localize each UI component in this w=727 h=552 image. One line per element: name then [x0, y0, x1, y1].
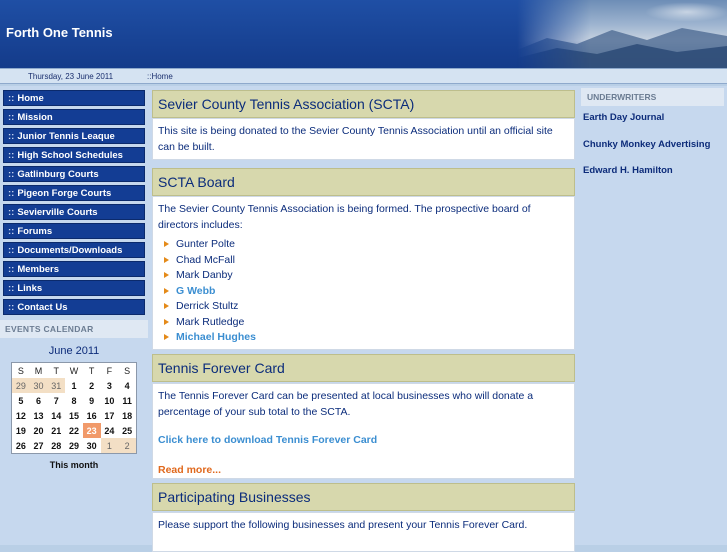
- menu-item-prefix: ::: [8, 264, 15, 275]
- calendar-day[interactable]: 12: [15, 410, 26, 421]
- header-mountain-image: [517, 0, 727, 68]
- calendar-day-other-month[interactable]: 1: [101, 438, 119, 454]
- menu-item-label: Gatlinburg Courts: [17, 169, 99, 180]
- calendar-day[interactable]: 29: [68, 440, 79, 451]
- underwriter-link[interactable]: Edward H. Hamilton: [583, 165, 673, 176]
- calendar-day[interactable]: 17: [104, 410, 115, 421]
- current-date: Thursday, 23 June 2011: [28, 72, 114, 81]
- menu-item-label: Sevierville Courts: [17, 207, 98, 218]
- calendar-day[interactable]: 5: [18, 395, 24, 406]
- underwriters-label: UNDERWRITERS: [581, 88, 724, 106]
- calendar-day[interactable]: 3: [106, 380, 112, 391]
- calendar-day[interactable]: 30: [86, 440, 97, 451]
- scta-text: This site is being donated to the Sevier County Tennis Association until an official site can be built.: [158, 125, 553, 153]
- underwriter-link[interactable]: Earth Day Journal: [583, 112, 665, 123]
- right-sidebar: [578, 86, 727, 545]
- calendar-week: [12, 408, 137, 423]
- calendar-day[interactable]: 15: [68, 410, 79, 421]
- menu-item-contact-us[interactable]: [3, 299, 145, 315]
- menu-item-prefix: ::: [8, 131, 15, 142]
- calendar-day-other-month[interactable]: 29: [12, 378, 30, 393]
- calendar-day[interactable]: 20: [33, 425, 44, 436]
- menu-item-label: Members: [17, 264, 60, 275]
- calendar-weekday: S: [124, 365, 131, 376]
- calendar-day[interactable]: 18: [122, 410, 133, 421]
- board-member: Mark Danby: [158, 268, 570, 284]
- calendar-day[interactable]: 22: [68, 425, 79, 436]
- calendar-day[interactable]: 24: [104, 425, 115, 436]
- calendar-month-title: June 2011: [48, 345, 100, 357]
- site-header: [0, 0, 727, 68]
- calendar-weekday: W: [69, 365, 79, 376]
- menu-item-prefix: ::: [8, 93, 15, 104]
- menu-item-documents-downloads[interactable]: [3, 242, 145, 258]
- calendar-this-month-link[interactable]: This month: [49, 460, 99, 470]
- menu-item-prefix: ::: [8, 150, 15, 161]
- board-text: The Sevier County Tennis Association is being formed. The prospective board of directors includes:: [158, 203, 531, 231]
- main-content: [148, 86, 578, 545]
- card-heading: Tennis Forever Card: [152, 354, 575, 382]
- scta-body: [152, 118, 575, 160]
- calendar-day-other-month[interactable]: 31: [47, 378, 65, 393]
- menu-item-label: Links: [17, 283, 43, 294]
- menu-item-label: Documents/Downloads: [17, 245, 123, 256]
- menu-item-prefix: ::: [8, 207, 15, 218]
- underwriter-link[interactable]: Chunky Monkey Advertising: [583, 139, 711, 150]
- calendar-day-other-month[interactable]: 30: [30, 378, 48, 393]
- events-calendar: [11, 345, 137, 470]
- calendar-day[interactable]: 6: [36, 395, 42, 406]
- menu-item-junior-tennis[interactable]: [3, 128, 145, 144]
- menu-item-members[interactable]: [3, 261, 145, 277]
- menu-item-prefix: ::: [8, 112, 15, 123]
- main-menu: [3, 90, 145, 318]
- site-title: Forth One Tennis: [6, 25, 113, 40]
- business-body: [152, 512, 575, 552]
- menu-item-forums[interactable]: [3, 223, 145, 239]
- card-text: The Tennis Forever Card can be presented at local businesses who will donate a percentage of your sub total to the SCTA.: [158, 390, 534, 418]
- calendar-weekday: T: [88, 365, 95, 376]
- read-more-link[interactable]: Read more...: [158, 464, 222, 476]
- menu-item-label: Pigeon Forge Courts: [17, 188, 112, 199]
- menu-item-high-school-schedules[interactable]: [3, 147, 145, 163]
- calendar-day[interactable]: 14: [51, 410, 62, 421]
- calendar-day[interactable]: 7: [53, 395, 59, 406]
- calendar-weekday: T: [53, 365, 59, 376]
- board-body: [152, 196, 575, 350]
- calendar-day[interactable]: 2: [89, 380, 95, 391]
- board-member: Mark Rutledge: [158, 315, 570, 331]
- menu-item-prefix: ::: [8, 245, 15, 256]
- menu-item-gatlinburg-courts[interactable]: [3, 166, 145, 182]
- calendar-day-today[interactable]: 23: [83, 423, 101, 438]
- left-sidebar: [0, 86, 148, 545]
- menu-item-prefix: ::: [8, 283, 15, 294]
- menu-item-sevierville-courts[interactable]: [3, 204, 145, 220]
- menu-item-prefix: ::: [8, 302, 15, 313]
- calendar-day[interactable]: 19: [15, 425, 26, 436]
- board-members-list: [158, 237, 570, 346]
- menu-item-label: Mission: [17, 112, 53, 123]
- board-member-link[interactable]: Michael Hughes: [158, 330, 570, 346]
- menu-item-pigeon-forge-courts[interactable]: [3, 185, 145, 201]
- board-member-link[interactable]: G Webb: [158, 284, 570, 300]
- calendar-day[interactable]: 1: [71, 380, 77, 391]
- calendar-day[interactable]: 11: [122, 395, 132, 406]
- board-heading: SCTA Board: [152, 168, 575, 196]
- calendar-grid: [11, 362, 137, 454]
- events-calendar-label: EVENTS CALENDAR: [0, 320, 148, 338]
- calendar-day[interactable]: 10: [104, 395, 115, 406]
- calendar-day[interactable]: 28: [51, 440, 62, 451]
- menu-item-home[interactable]: [3, 90, 145, 106]
- download-card-link[interactable]: Click here to download Tennis Forever Card: [158, 434, 378, 446]
- calendar-week: [12, 378, 137, 393]
- scta-heading: Sevier County Tennis Association (SCTA): [152, 90, 575, 118]
- calendar-day[interactable]: 21: [51, 425, 62, 436]
- menu-item-links[interactable]: [3, 280, 145, 296]
- date-bar: [0, 68, 727, 84]
- board-member: Chad McFall: [158, 253, 570, 269]
- calendar-day[interactable]: 9: [89, 395, 95, 406]
- calendar-day[interactable]: 27: [33, 440, 44, 451]
- menu-item-label: Forums: [17, 226, 53, 237]
- calendar-day[interactable]: 8: [71, 395, 77, 406]
- calendar-week: [12, 438, 137, 454]
- business-text: Please support the following businesses and present your Tennis Forever Card.: [158, 519, 528, 531]
- calendar-day[interactable]: 26: [15, 440, 26, 451]
- calendar-day[interactable]: 4: [124, 380, 130, 391]
- business-heading: Participating Businesses: [152, 483, 575, 511]
- calendar-weekday: M: [34, 365, 43, 376]
- calendar-day[interactable]: 16: [86, 410, 97, 421]
- menu-item-label: Junior Tennis Leaque: [17, 131, 115, 142]
- menu-item-mission[interactable]: [3, 109, 145, 125]
- menu-item-label: Home: [17, 93, 44, 104]
- board-member: Derrick Stultz: [158, 299, 570, 315]
- calendar-weekday: F: [106, 365, 113, 376]
- calendar-weekday-row: [12, 363, 137, 379]
- calendar-day[interactable]: 25: [122, 425, 133, 436]
- calendar-day[interactable]: 13: [33, 410, 44, 421]
- menu-item-prefix: ::: [8, 169, 15, 180]
- menu-item-label: Contact Us: [17, 302, 68, 313]
- menu-item-label: High School Schedules: [17, 150, 123, 161]
- board-member: Gunter Polte: [158, 237, 570, 253]
- calendar-weekday: S: [17, 365, 24, 376]
- menu-item-prefix: ::: [8, 226, 15, 237]
- breadcrumb[interactable]: ::Home: [147, 72, 173, 81]
- calendar-day-other-month[interactable]: 2: [118, 438, 136, 454]
- calendar-week: [12, 423, 137, 438]
- menu-item-prefix: ::: [8, 188, 15, 199]
- calendar-week: [12, 393, 137, 408]
- card-body: [152, 383, 575, 479]
